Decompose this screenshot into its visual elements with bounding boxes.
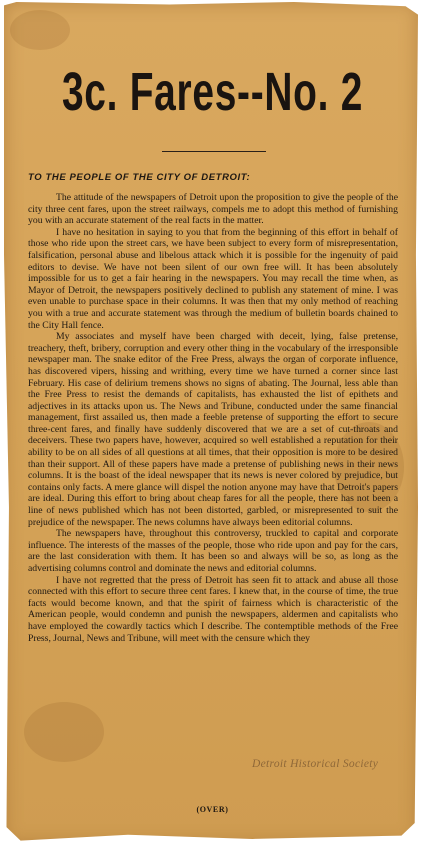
title-divider xyxy=(162,151,266,152)
paragraph: I have no hesitation in saying to you that from the beginning of this effort in behalf of those who ride upon the street cars, we have been subject to every form of misrepresentation, falsification, personal abuse and libelous attack which it is possible for the ingenuity of paid editors to devise. We have not been silent of our own free will. It has been absolutely impossible for us to get a fair hearing in the newspapers. You may recall the time when, as Mayor of Detroit, the newspapers positively declined to publish any statement of mine. I was even unable to purchase space in their columns. It was then that my only method of reaching you with a true and accurate statement was through the medium of bulletin boards chained to the City Hall fence. xyxy=(28,226,398,331)
watermark: Detroit Historical Society xyxy=(252,758,379,770)
paragraph: I have not regretted that the press of Detroit has seen fit to attack and abuse all those connected with this effort to secure three cent fares. I knew that, in the course of time, the true facts would become known, and that the spirit of fairness which is characteristic of the American people, would condemn and punish the newspapers, aldermen and capitalists who have employed the cowardly tactics which I describe. The contemptible methods of the Free Press, Journal, News and Tribune, will meet with the censure which they xyxy=(28,574,398,644)
paragraph: My associates and myself have been charged with deceit, lying, false pretense, treachery, theft, bribery, corruption and every other thing in the vocabulary of the irresponsible newspaper man. The snake editor of the Free Press, always the organ of corporate influence, has discovered vipers, hissing and writhing, every time we have turned a corner since last February. His case of delirium tremens shows no signs of abating. The Journal, less able than the Free Press to resist the demands of capitalists, has exhausted the list of epithets and adjectives in its attacks upon us. The News and Tribune, conducted under the same financial management, first assailed us, then made a feeble pretense of supporting the effort to secure three-cent fares, and finally have suddenly discovered that we are a set of cut-throats and deceivers. These two papers have, however, acquired so well established a reputation for their ability to be on all sides of all questions at all times, that their opposition is more to be desired than their support. All of these papers have made a pretense of publishing news in their news columns. It is the boast of the ideal newspaper that its news is never colored by prejudice, but contains only facts. A mere glance will dispel the notion anyone may have that Detroit's papers are ideal. During this effort to bring about cheap fares for all the people, there has not been a line of news published which has not been distorted, garbled, or misrepresented to suit the prejudice of the newspaper. The news columns have always been editorial columns. xyxy=(28,331,398,528)
document-title: 3c. Fares--No. 2 xyxy=(61,62,364,122)
page-footer: (OVER) xyxy=(196,805,229,814)
letter-body xyxy=(28,192,398,644)
paper-stain xyxy=(10,10,70,50)
paper-stain xyxy=(24,702,104,762)
salutation: TO THE PEOPLE OF THE CITY OF DETROIT: xyxy=(28,172,251,183)
paragraph: The newspapers have, throughout this controversy, truckled to capital and corporate influence. The interests of the masses of the people, those who ride upon and pay for the cars, are the last consideration with them. It has been so and always will be so, as long as the advertising columns control and dominate the news and editorial columns. xyxy=(28,528,398,574)
paragraph: The attitude of the newspapers of Detroit upon the proposition to give the people of the city three cent fares, upon the street railways, compels me to adopt this method of furnishing you with an accurate statement of the real facts in the matter. xyxy=(28,192,398,227)
